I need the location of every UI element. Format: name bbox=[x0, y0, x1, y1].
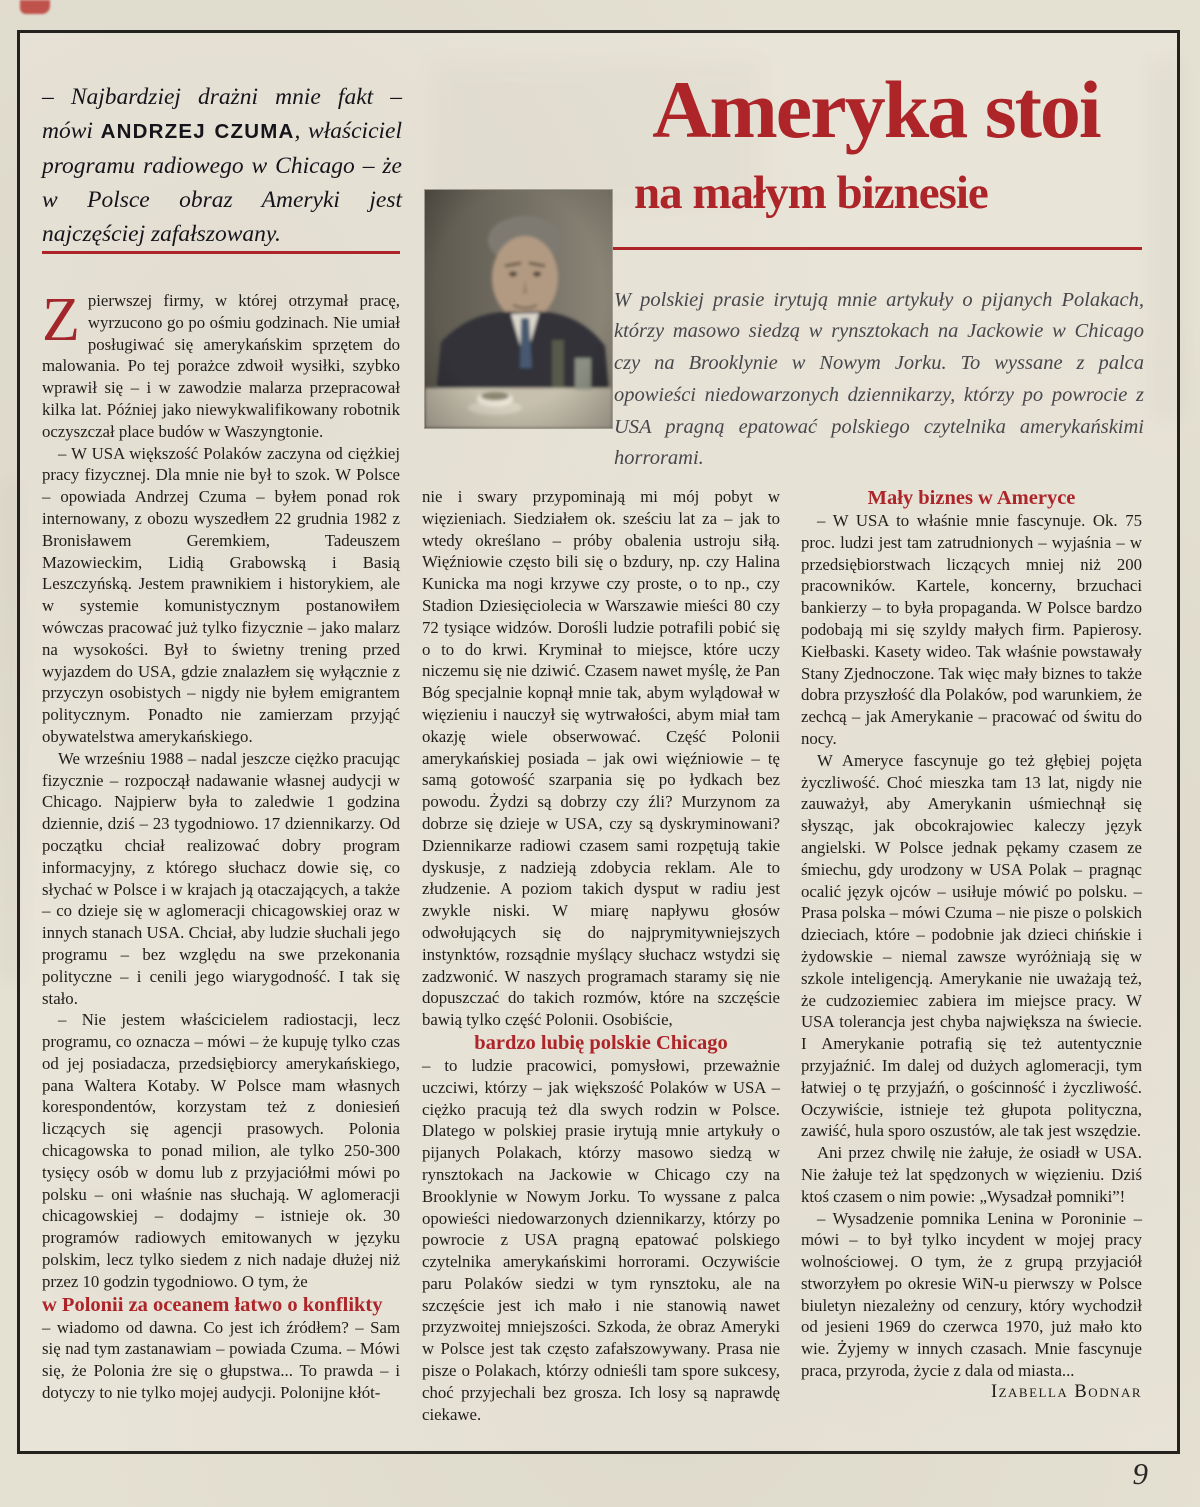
article-photo bbox=[425, 190, 612, 428]
headline-line1: Ameryka stoi bbox=[652, 64, 1100, 155]
subhead-polonia-conflicts: w Polonii za oceanem łatwo o konflikty bbox=[42, 1293, 383, 1316]
portrait-photo-illustration bbox=[425, 190, 612, 428]
red-rule-right bbox=[613, 247, 1142, 250]
lead-text-part1: – Najbardziej drażni mnie fakt – mówi bbox=[42, 83, 402, 144]
lead-text-part2: , właściciel programu radiowego w Chicago – że w Polsce obraz Ameryki jest najczęściej zafałszowany. bbox=[42, 117, 402, 247]
red-rule-left bbox=[42, 251, 400, 254]
body-paragraph bbox=[42, 286, 400, 443]
subhead-polish-chicago: bardzo lubię polskie Chicago bbox=[474, 1031, 728, 1054]
paragraph-text: pierwszej firmy, w której otrzymał pracę, wyrzucono go po ośmiu godzinach. Nie umiał posługiwać się amerykańskim sprzętem do malowania. Po tej porażce zdwoił wysiłki, szybko wprawił się – i w zawodzie malarza przepracował kilka lat. Później jako niewykwalifikowany robotnik oczyszczał place budów w Waszyngtonie. bbox=[42, 291, 400, 441]
body-paragraph: – wiadomo od dawna. Co jest ich źródłem? – Sam się nad tym zastanawiam – powiada Czuma. – Mówi się, że Polonia żre się o głupstwa... To prawda – i dotyczy to nie tylko mojej audycji. Polonijne kłót- bbox=[42, 1317, 400, 1403]
author-name-andrzej-czuma: ANDRZEJ CZUMA bbox=[100, 119, 295, 143]
body-paragraph: Ani przez chwilę nie żałuje, że osiadł w USA. Nie żałuje też lat spędzonych w więzieniu. Dziś ktoś czasem o nim powie: „Wysadzał pomniki”! bbox=[801, 1143, 1142, 1206]
drop-cap: Z bbox=[42, 286, 80, 354]
body-paragraph: – Nie jestem właścicielem radiostacji, lecz programu, co oznacza – mówi – że kupuję tylko czas od jej posiadacza, przedsiębiorcy amerykańskiego, pana Waltera Kotaby. W Polsce mam własnych korespondentów, korzystam też z doniesień liczących się agencji prasowych. Polonia chicagowska to ponad milion, ale tylko 250-300 tysięcy osób w domu lub z przyjaciółmi mówi po polsku – oni właśnie nas słuchają. W aglomeracji chicagowskiej – dodajmy – istnieje ok. 30 programów radiowych emitowanych w języku polskim, lecz tylko siedem z nich nadaje dłużej niż przez 10 godzin tygodniowo. O tym, że bbox=[42, 1010, 400, 1291]
intro-paragraph: W polskiej prasie irytują mnie artykuły o pijanych Polakach, którzy masowo siedzą w rynsztokach na Jackowie w Chicago czy na Brooklynie w Nowym Jorku. To wyssane z palca opowieści niedowarzonych dziennikarzy, którzy po powrocie z USA pragną epatować polskiego czytelnika amerykańskimi horrorami. bbox=[614, 288, 1144, 470]
column-1 bbox=[42, 286, 400, 1404]
byline: Izabella Bodnar bbox=[990, 1381, 1142, 1402]
body-paragraph: – Wysadzenie pomnika Lenina w Poroninie – mówi – to był tylko incydent w mojej pracy wolnościowej. O tym, że z grupą przyjaciół stworzyłem po okresie WiN-u pierwszy w Polsce biuletyn niezależny od cenzury, który wychodził od jesieni 1969 do czerwca 1970, już mało kto wie. Żyjemy w innych czasach. Mnie fascynuje praca, przyroda, życie z dala od miasta... bbox=[801, 1208, 1142, 1381]
column-3 bbox=[801, 486, 1142, 1404]
body-paragraph: nie i swary przypominają mi mój pobyt w więzieniach. Siedziałem ok. sześciu lat za – jak to wtedy określano – próby obalenia ustroju siłą. Więźniowie często bili się o bzdury, np. czy Halina Kunicka ma nogi krzywe czy proste, o to np., czy Stadion Dziesięciolecia w Warszawie mieści 80 czy 72 tysiące widzów. Dorośli ludzie potrafili pobić się o to do krwi. Kryminał to miejsce, które uczy niczemu się nie dziwić. Czasem nawet myślę, że Pan Bóg specjalnie kopnął mnie tak, abym wylądował w więzieniu i nauczył się wytrwałości, abym miał tam okazję wiele obserwować. Część Polonii amerykańskiej posiada – jak owi więźniowie – tę samą gotowość szarpania się po łydkach bez powodu. Żydzi są dobrzy czy źli? Murzynom za dobrze się dzieje w USA, czy są dyskryminowani? Dziennikarze radiowi czasem sami rozpętują takie dyskusje, z nadzieją zdobycia reklam. Ale to złudzenie. A poziom takich dysput w radiu jest zwykle niski. W miarę napływu głosów odwołujących się do najprymitywniejszych instynktów, rozsądnie myślący słuchacz wstydzi się zadzwonić. W naszych programach staramy się nie dopuszczać do takich rozmów, które na szczęście bawią tylko część Polonii. Osobiście, bbox=[422, 487, 780, 1030]
body-paragraph: – W USA to właśnie mnie fascynuje. Ok. 75 proc. ludzi jest tam zatrudnionych – wyjaśnia – w przedsiębiorstwach liczących mniej niż 200 pracowników. Kartele, koncerny, brzuchaci bankierzy – to była propaganda. W Polsce bardzo podobają mi się szyldy małych firm. Papierosy. Kiełbaski. Kasety wideo. Tak właśnie powstawały Stany Zjednoczone. Tak więc mały biznes to także dobra przyszłość dla Polaków, pod warunkiem, że zechcą – jak Amerykanie – pracować od świtu do nocy. bbox=[801, 511, 1142, 748]
body-paragraph: – W USA większość Polaków zaczyna od ciężkiej pracy fizycznej. Dla mnie nie był to szok. W Polsce – opowiada Andrzej Czuma – byłem ponad rok internowany, z obozu wyszedłem 22 grudnia 1982 z Bronisławem Geremkiem, Tadeuszem Mazowieckim, Lidią Grabowską i Basią Leszczyńską. Jestem prawnikiem i historykiem, ale w systemie komunistycznym postanowiłem wówczas pracować już tylko fizycznie – jako malarz na wysokości. Był to świetny trening przed wyjazdem do USA, gdzie znalazłem się wyłącznie z przyczyn osobistych – nigdy nie byłem emigrantem politycznym. Ponadto nie zamierzam przyjąć obywatelstwa amerykańskiego. bbox=[42, 443, 400, 746]
scan-ink-smudge bbox=[20, 0, 50, 14]
column-2 bbox=[422, 486, 780, 1425]
lead-paragraph bbox=[42, 80, 402, 251]
body-paragraph: – to ludzie pracowici, pomysłowi, przeważnie uczciwi, którzy – jak większość Polaków w USA – ciężko pracują też dla swych rodzin w Polsce. Dlatego w polskiej prasie irytują mnie artykuły o pijanych Polakach, którzy masowo siedzą w rynsztokach na Jackowie w Chicago czy na Brooklynie w Nowym Jorku. To wyssane z palca opowieści niedowarzonych dziennikarzy, którzy po powrocie z USA pragną epatować polskiego czytelnika amerykańskimi horrorami. Oczywiście paru Polaków siedzi w tym rynsztoku, ale na szczęście jest ich mało i nie stanowią nawet przyzwoitej mniejszości. Szkoda, że obraz Ameryki w Polsce jest tak często zafałszowywany. Prasa nie pisze o Polakach, którzy odnieśli tam spore sukcesy, choć przyjechali bez grosza. Ich losy są naprawdę ciekawe. bbox=[422, 1055, 780, 1424]
subhead-small-business: Mały biznes w Ameryce bbox=[867, 487, 1076, 509]
headline-line2: na małym biznesie bbox=[634, 167, 988, 219]
body-paragraph: We wrześniu 1988 – nadal jeszcze ciężko pracując fizycznie – rozpoczął nadawanie własnej audycji w Chicago. Najpierw była to zaledwie 1 godzina dziennie, dziś – 23 tygodniowo. 17 dziennikarzy. Od początku chciał realizować dobry program informacyjny, z którego słuchacz dowie się, co słychać w Polsce i w krajach ją otaczających, a także – co dzieje się w aglomeracji chicagowskiej oraz w innych stanach USA. Chciał, aby ludzie słuchali jego programu – bez względu na swe przekonania polityczne – i cenili jego wiarygodność. I tak się stało. bbox=[42, 748, 400, 1008]
body-paragraph: W Ameryce fascynuje go też głębiej pojęta życzliwość. Choć mieszka tam 13 lat, nigdy nie zauważył, aby Amerykanin uśmiechnął się słysząc, jak obcokrajowiec kaleczy język angielski. W Polsce jednak pękamy czasem ze śmiechu, gdy urodzony w USA Polak – pragnąc ocalić język ojców – usiłuje mówić po polsku. – Prasa polska – mówi Czuma – nie pisze o polskich dzieciach, które – podobnie jak dzieci chińskie i żydowskie – niemal zawsze wyróżniają się w szkole inteligencją. Amerykanie nie uważają też, że cudzoziemiec zabiera im miejsce pracy. W USA tolerancja jest chyba największa na świecie. I Amerykanie potrafią się też autentycznie przyjaźnić. Im dalej od dużych aglomeracji, tym łatwiej o tę przyjaźń, o gościnność i życzliwość. Oczywiście, istnieje też głupota polityczna, zawiść, hula sporo oszustów, ale tak jest wszędzie. bbox=[801, 750, 1142, 1141]
page-number: 9 bbox=[1132, 1456, 1148, 1491]
